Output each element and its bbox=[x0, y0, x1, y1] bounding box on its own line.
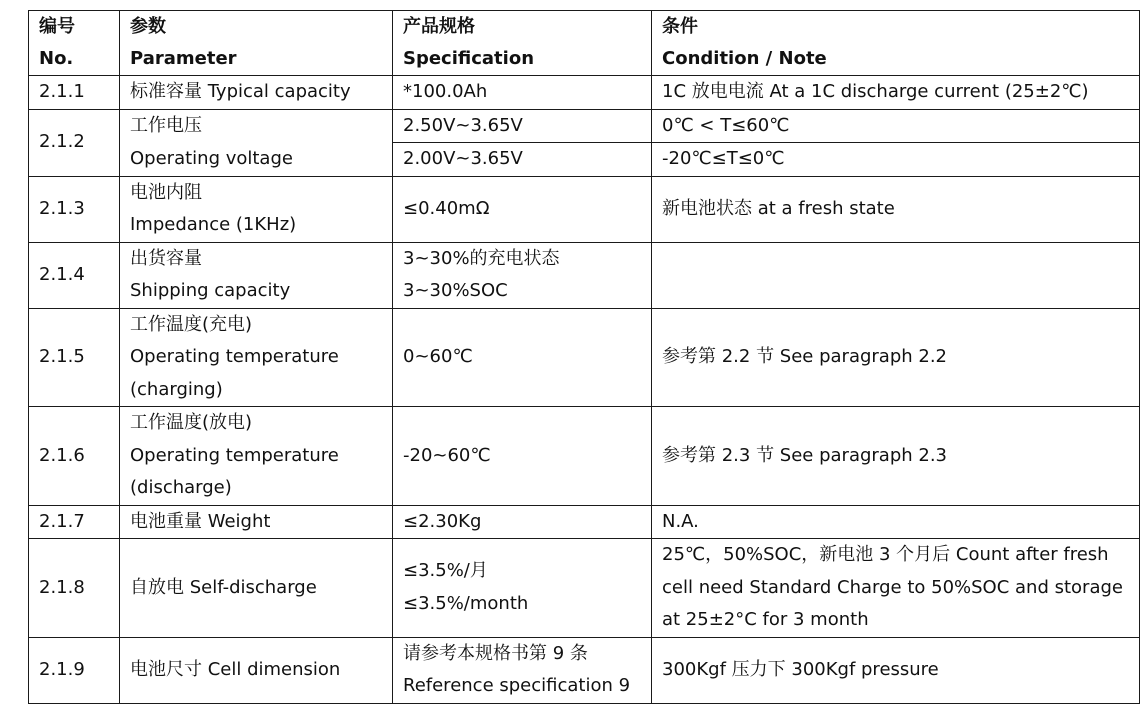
row-condition: N.A. bbox=[652, 505, 1140, 539]
row-parameter: 自放电 Self-discharge bbox=[120, 539, 393, 638]
row-parameter-en-cont: (discharge) bbox=[130, 477, 232, 498]
row-specification: ≤2.30Kg bbox=[393, 505, 652, 539]
row-condition: 1C 放电电流 At a 1C discharge current (25±2℃) bbox=[652, 76, 1140, 110]
row-specification bbox=[393, 539, 652, 638]
table-row bbox=[29, 407, 1140, 506]
row-specification-zh: 请参考本规格书第 9 条 bbox=[403, 642, 588, 664]
table-row bbox=[29, 109, 1140, 143]
row-parameter: 电池尺寸 Cell dimension bbox=[120, 637, 393, 703]
row-condition: 参考第 2.3 节 See paragraph 2.3 bbox=[652, 407, 1140, 506]
table-row bbox=[29, 176, 1140, 242]
table-header-row bbox=[29, 11, 1140, 76]
header-parameter-en: Parameter bbox=[130, 48, 237, 69]
row-number: 2.1.4 bbox=[29, 242, 120, 308]
row-number: 2.1.2 bbox=[29, 109, 120, 176]
row-parameter-zh: 工作温度(充电) bbox=[130, 313, 253, 335]
row-number: 2.1.1 bbox=[29, 76, 120, 110]
row-condition: -20℃≤T≤0℃ bbox=[652, 143, 1140, 177]
header-no-en: No. bbox=[39, 48, 74, 69]
row-parameter bbox=[120, 242, 393, 308]
header-no-zh: 编号 bbox=[39, 16, 75, 37]
row-specification-en: ≤3.5%/month bbox=[403, 592, 529, 614]
header-specification-en: Specification bbox=[403, 48, 535, 69]
table-row bbox=[29, 637, 1140, 703]
row-condition bbox=[652, 242, 1140, 308]
row-condition bbox=[652, 539, 1140, 638]
table-row bbox=[29, 242, 1140, 308]
row-number: 2.1.9 bbox=[29, 637, 120, 703]
row-condition: 0℃ < T≤60℃ bbox=[652, 109, 1140, 143]
row-number: 2.1.8 bbox=[29, 539, 120, 638]
row-condition: 新电池状态 at a fresh state bbox=[652, 176, 1140, 242]
header-parameter bbox=[120, 11, 393, 76]
table-row bbox=[29, 539, 1140, 638]
row-parameter-zh: 电池内阻 bbox=[130, 181, 202, 203]
row-parameter: 标准容量 Typical capacity bbox=[120, 76, 393, 110]
row-parameter-en-cont: (charging) bbox=[130, 378, 223, 400]
row-parameter-zh: 工作电压 bbox=[130, 115, 202, 136]
row-specification: 2.50V~3.65V bbox=[393, 109, 652, 143]
specification-table bbox=[28, 10, 1140, 704]
row-parameter-zh: 工作温度(放电) bbox=[130, 412, 253, 433]
row-number: 2.1.6 bbox=[29, 407, 120, 506]
row-specification-zh: ≤3.5%/月 bbox=[403, 560, 488, 582]
row-specification-zh: 3~30%的充电状态 bbox=[403, 247, 560, 269]
row-parameter-en: Operating temperature bbox=[130, 444, 339, 466]
row-parameter-en: Shipping capacity bbox=[130, 280, 291, 301]
row-parameter: 电池重量 Weight bbox=[120, 505, 393, 539]
row-number: 2.1.7 bbox=[29, 505, 120, 539]
header-no bbox=[29, 11, 120, 76]
row-condition: 参考第 2.2 节 See paragraph 2.2 bbox=[652, 308, 1140, 407]
row-condition-line: 25℃，50%SOC，新电池 3 个月后 Count after fresh bbox=[662, 544, 1109, 565]
row-number: 2.1.3 bbox=[29, 176, 120, 242]
row-specification-en: 3~30%SOC bbox=[403, 280, 508, 301]
row-condition-line: at 25±2°C for 3 month bbox=[662, 609, 869, 630]
row-parameter-en: Operating voltage bbox=[130, 147, 293, 169]
row-specification bbox=[393, 637, 652, 703]
row-specification: *100.0Ah bbox=[393, 76, 652, 110]
table-row bbox=[29, 505, 1140, 539]
row-parameter bbox=[120, 407, 393, 506]
table-row bbox=[29, 308, 1140, 407]
row-specification: 2.00V~3.65V bbox=[393, 143, 652, 177]
row-specification: -20~60℃ bbox=[393, 407, 652, 506]
row-specification-en: Reference specification 9 bbox=[403, 675, 631, 696]
row-specification bbox=[393, 242, 652, 308]
row-parameter-en: Operating temperature bbox=[130, 346, 339, 367]
header-condition-zh: 条件 bbox=[662, 16, 698, 37]
header-condition bbox=[652, 11, 1140, 76]
row-specification: ≤0.40mΩ bbox=[393, 176, 652, 242]
row-parameter bbox=[120, 176, 393, 242]
row-parameter-en: Impedance (1KHz) bbox=[130, 214, 297, 235]
row-parameter bbox=[120, 109, 393, 176]
row-parameter-zh: 出货容量 bbox=[130, 247, 202, 269]
row-specification: 0~60℃ bbox=[393, 308, 652, 407]
header-specification-zh: 产品规格 bbox=[403, 16, 475, 37]
row-condition: 300Kgf 压力下 300Kgf pressure bbox=[652, 637, 1140, 703]
header-parameter-zh: 参数 bbox=[130, 16, 166, 37]
row-condition-line: cell need Standard Charge to 50%SOC and storage bbox=[662, 576, 1123, 598]
row-parameter bbox=[120, 308, 393, 407]
header-condition-en: Condition / Note bbox=[662, 48, 827, 69]
row-number: 2.1.5 bbox=[29, 308, 120, 407]
header-specification bbox=[393, 11, 652, 76]
table-row bbox=[29, 76, 1140, 110]
